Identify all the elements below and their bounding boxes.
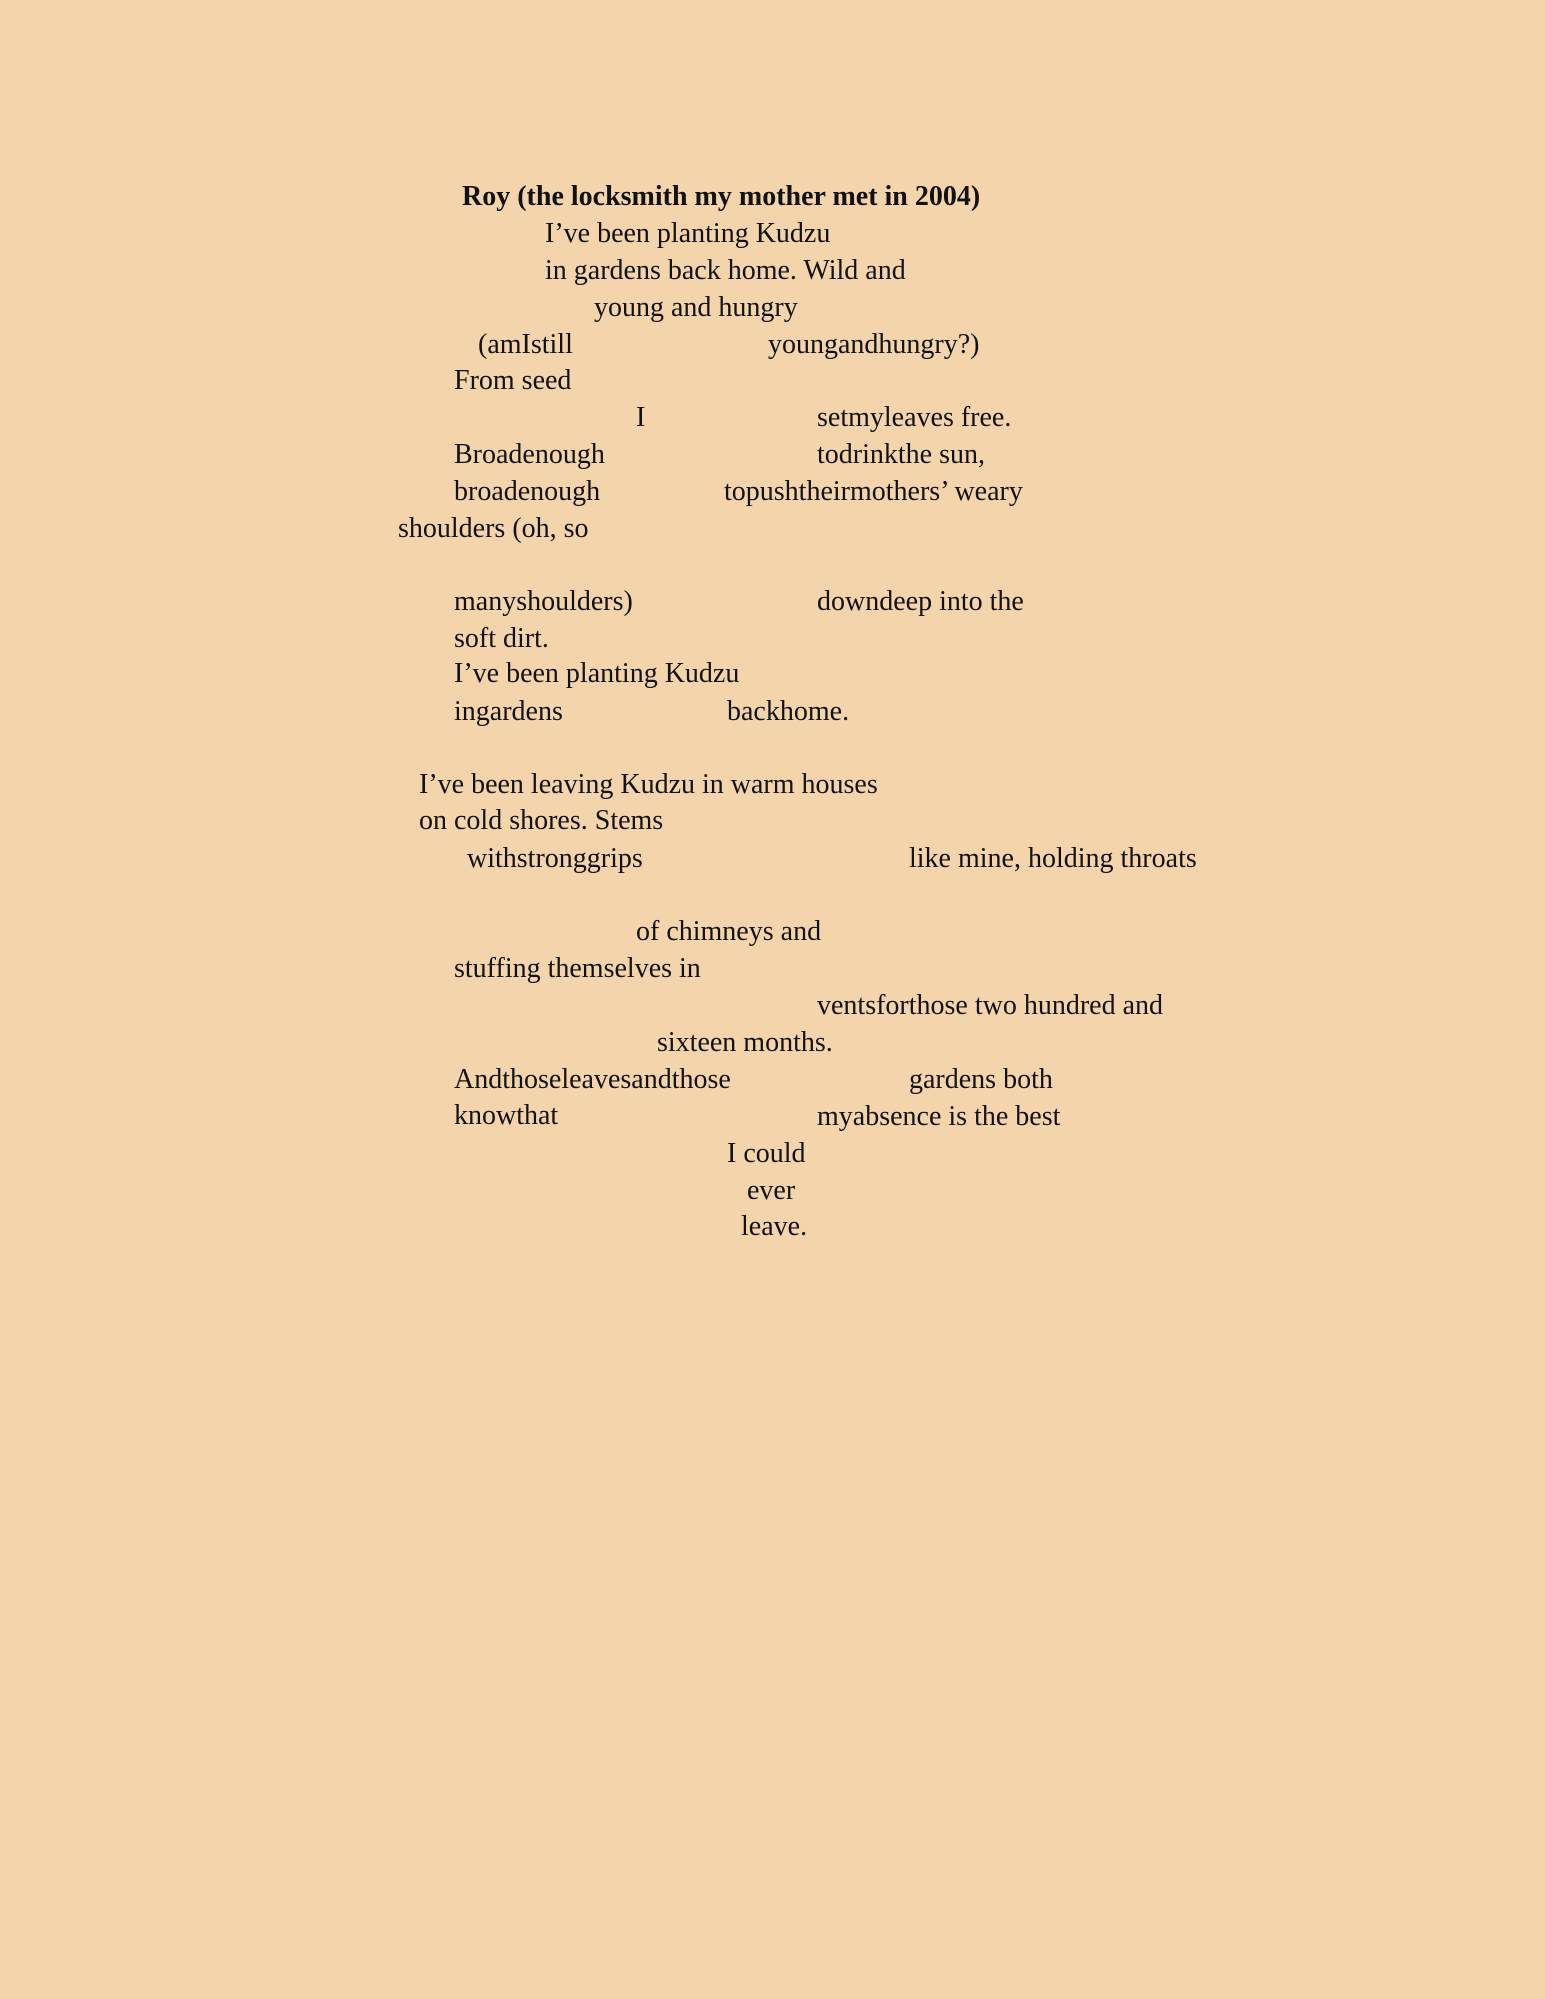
poem-line: Broadenough — [454, 439, 605, 470]
poem-line: on cold shores. Stems — [419, 805, 664, 836]
poem-line: I — [636, 402, 646, 433]
poem-line: ingardens — [454, 696, 563, 727]
poem-line: stuffing themselves in — [454, 953, 701, 984]
poem-line: ventsforthose two hundred and — [817, 990, 1164, 1021]
poem-line: todrinkthe sun, — [817, 439, 985, 470]
poem-line: I’ve been planting Kudzu — [454, 658, 740, 689]
poem-line: shoulders (oh, so — [398, 513, 589, 544]
poem-line: I could — [727, 1138, 806, 1169]
poem-line: From seed — [454, 365, 572, 396]
poem-line: (amIstill — [478, 329, 573, 360]
poem-line: leave. — [741, 1211, 808, 1242]
poem-line: I’ve been leaving Kudzu in warm houses — [419, 769, 878, 800]
poem-line: manyshoulders) — [454, 586, 633, 617]
poem-line: youngandhungry?) — [768, 329, 980, 360]
poem-line: myabsence is the best — [817, 1101, 1061, 1132]
poem-line: topushtheirmothers’ weary — [724, 476, 1023, 507]
poem-line: withstronggrips — [467, 843, 643, 874]
poem-line: Andthoseleavesandthose — [454, 1064, 731, 1095]
poem-line: ever — [747, 1175, 796, 1206]
poem-line: knowthat — [454, 1100, 559, 1131]
poem-line: broadenough — [454, 476, 601, 507]
poem-line: soft dirt. — [454, 623, 549, 654]
poem-line: setmyleaves free. — [817, 402, 1012, 433]
poem-line: of chimneys and — [636, 916, 822, 947]
poem-line: in gardens back home. Wild and — [545, 255, 906, 286]
poem-title: Roy (the locksmith my mother met in 2004) — [462, 181, 981, 212]
poem-line: young and hungry — [594, 292, 798, 323]
poem-line: backhome. — [727, 696, 850, 727]
poem-line: gardens both — [909, 1064, 1053, 1095]
poem-line: sixteen months. — [657, 1027, 833, 1058]
poem-line: I’ve been planting Kudzu — [545, 218, 831, 249]
poem-line: like mine, holding throats — [909, 843, 1197, 874]
poem-line: downdeep into the — [817, 586, 1024, 617]
